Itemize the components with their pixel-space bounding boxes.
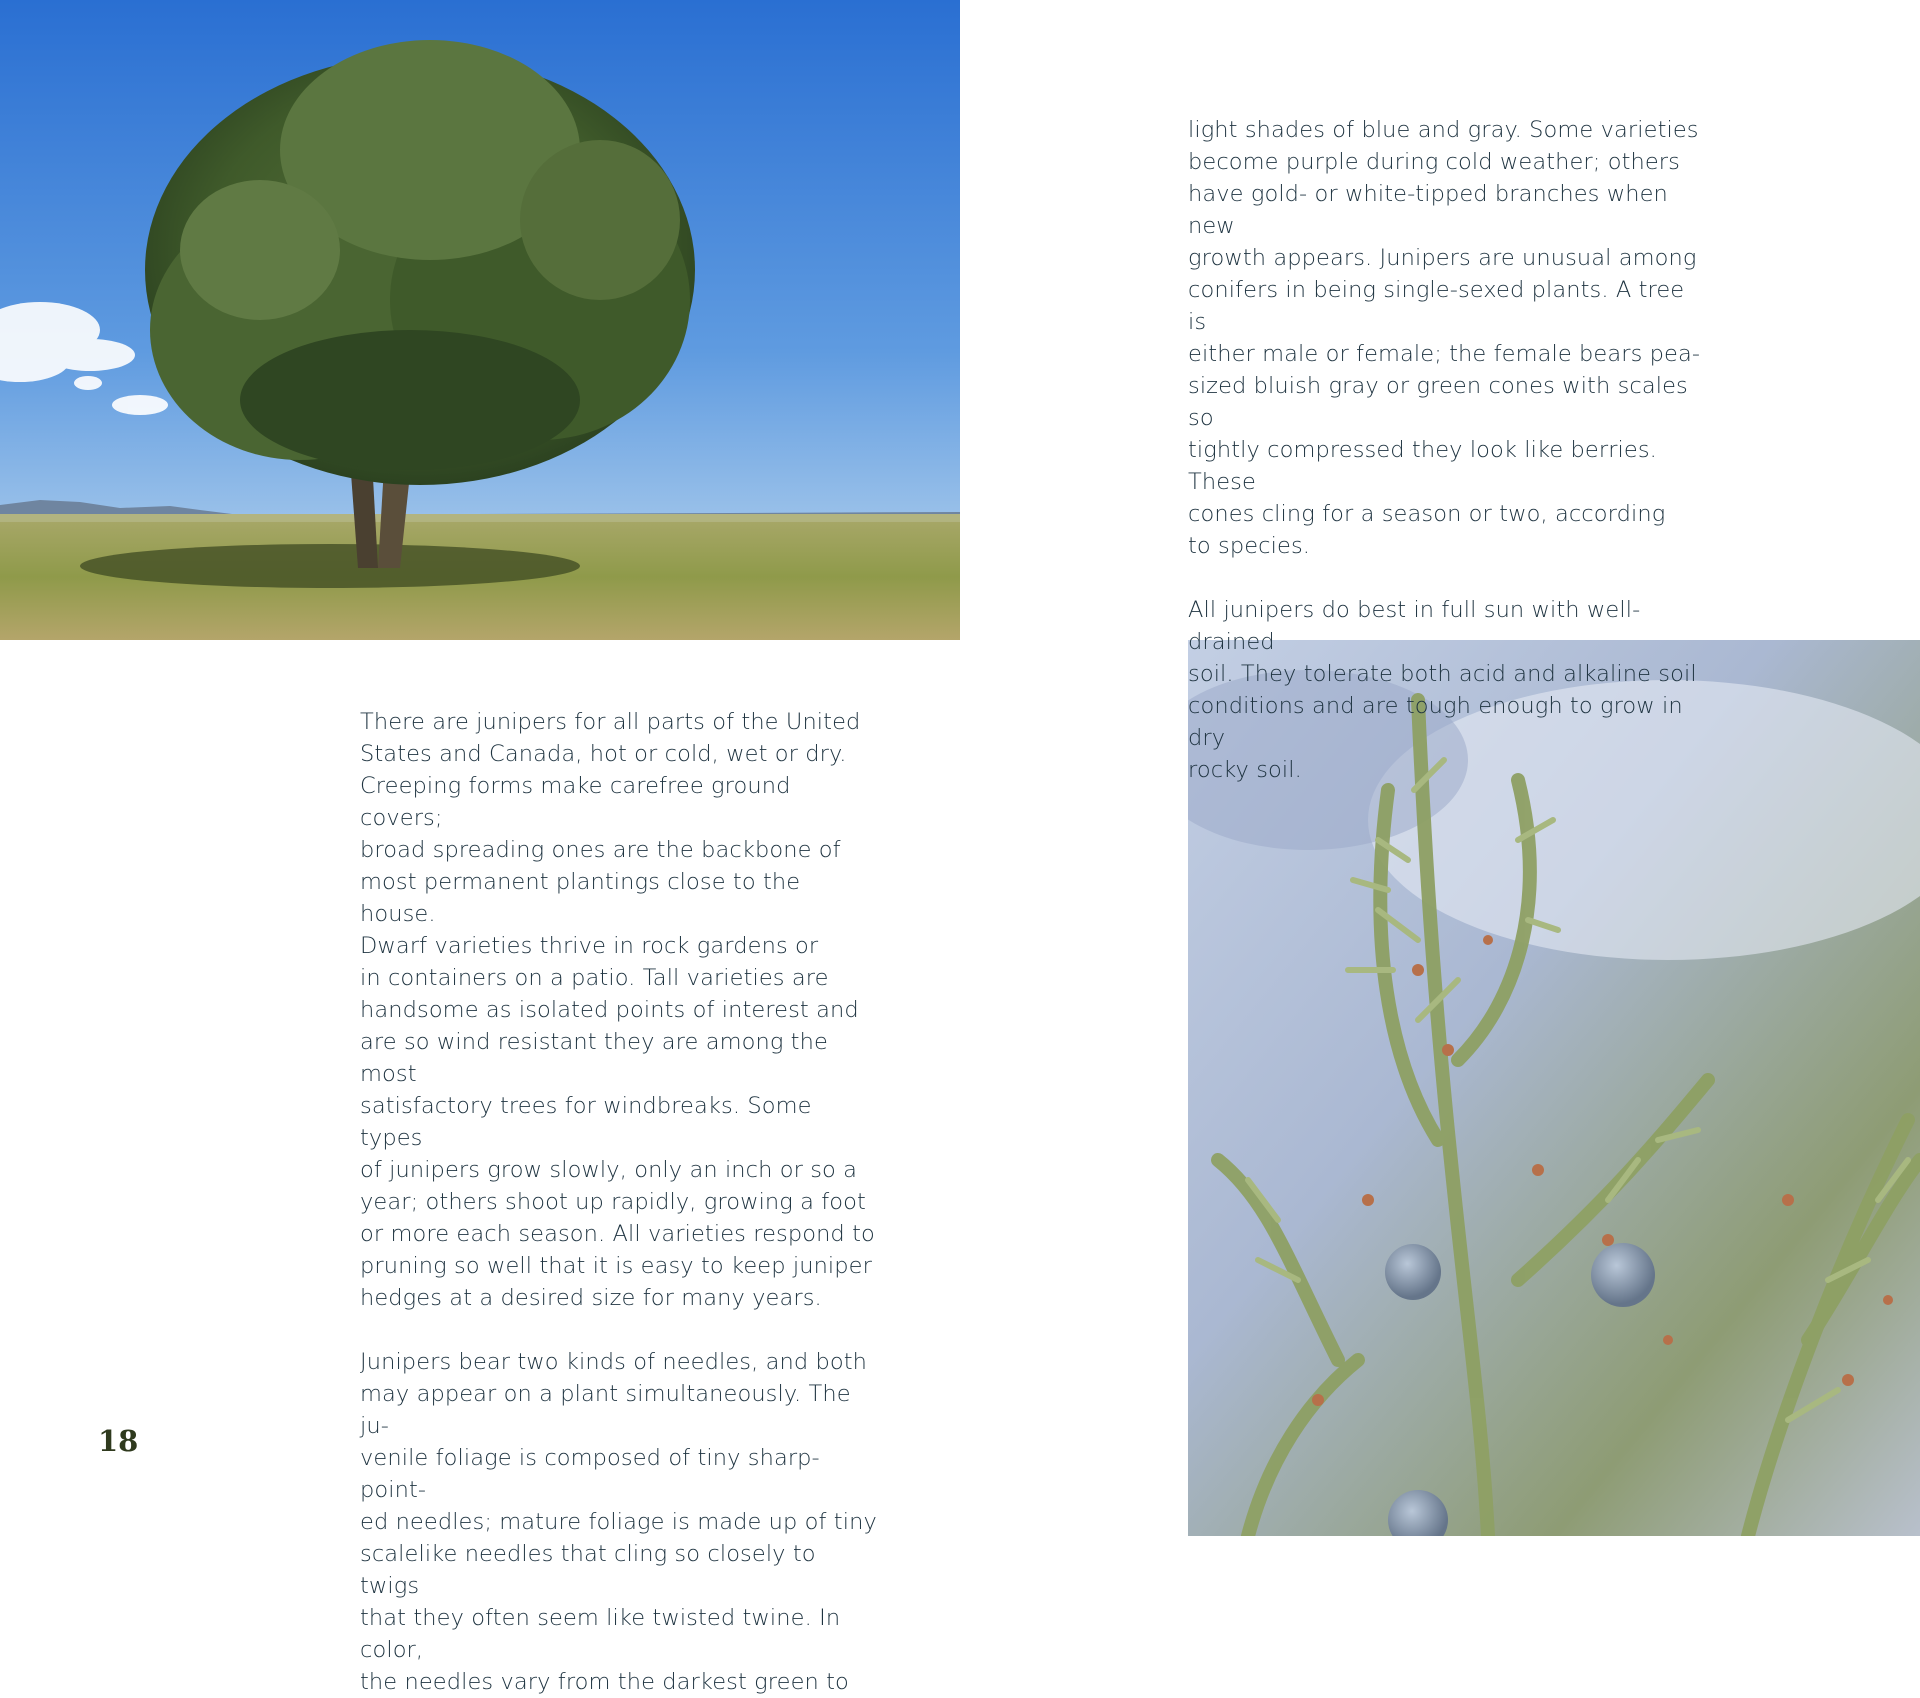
paragraph: All junipers do best in full sun with well-drained soil. They tolerate both acid and alkaline soil conditions and are tough enough to grow in dry rocky soil. bbox=[1188, 597, 1697, 783]
paragraph: Junipers bear two kinds of needles, and both may appear on a plant simultaneously. The ju- venile foliage is composed of tiny sharp-point- ed needles; mature foliage is made up of tiny scalelike needles that cling so closely to twigs that they often seem like twisted twine. In color, the needles vary from the darkest green to bbox=[360, 1349, 877, 1695]
tree-photo bbox=[0, 0, 960, 640]
paragraph: light shades of blue and gray. Some varieties become purple during cold weather; others have gold- or white-tipped branches when new growth appears. Junipers are unusual among conifers in being single-sexed plants. A tree is either male or female; the female bears pea- sized bluish gray or green cones with scales so tightly compressed they look like berries. These cones cling for a season or two, according to species. bbox=[1188, 117, 1701, 559]
paragraph: There are junipers for all parts of the United States and Canada, hot or cold, wet or dry. Creeping forms make carefree ground covers; broad spreading ones are the backbone of most permanent plantings close to the house. Dwarf varieties thrive in rock gardens or in containers on a patio. Tall varieties are handsome as isolated points of interest and are so wind resistant they are among the most satisfactory trees for windbreaks. Some types of junipers grow slowly, only an inch or so a year; others shoot up rapidly, growing a foot or more each season. All varieties respond to pruning so well that it is easy to keep juniper hedges at a desired size for many years. bbox=[360, 709, 875, 1311]
right-text-column bbox=[1188, 114, 1708, 786]
page-number: 18 bbox=[98, 1424, 139, 1458]
left-text-column bbox=[360, 706, 880, 1698]
